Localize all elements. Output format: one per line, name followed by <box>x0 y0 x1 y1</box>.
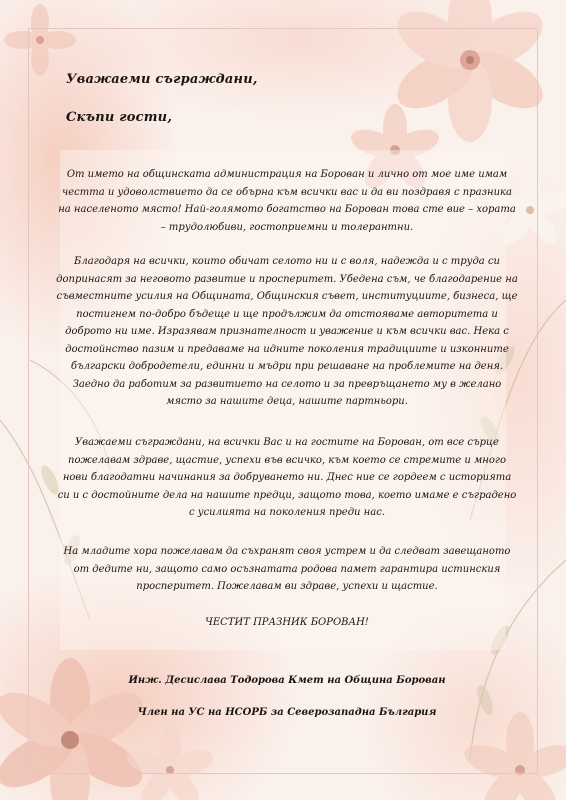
closing-greeting: ЧЕСТИТ ПРАЗНИК БОРОВАН! <box>205 617 369 628</box>
signature-membership: Член на УС на НСОРБ за Северозападна България <box>137 707 437 718</box>
greeting-line-1: Уважаеми съграждани, <box>66 72 258 87</box>
paragraph-1: От името на общинската администрация на Борован и лично от мое име имам честта и удоволствието да се обърна към всички вас и да ви поздравя с празника на населеното място! Най-голямото богатство на Борован това сте вие – хората – трудолюбиви, гостоприемни и толерантни. <box>58 169 516 233</box>
paragraph-2: Благодаря на всички, които обичат селото ни и с воля, надежда и с труда си допринасят за неговото развитие и просперитет. Убедена съм, че благодарение на съвместните усилия на Общината, Общинския съвет, институциите, бизнеса, ще постигнем по-добро бъдеще и ще продължим да отстояваме авторитета и доброто ни име. Изразявам признателност и уважение и към всички вас. Нека с достойнство пазим и предаваме на идните поколения традициите и изконните български добродетели, единни и мъдри при решаване на проблемите на деня. Заедно да работим за развитието на селото и за превръщането му в желано място за нашите деца, нашите партньори. <box>56 256 518 407</box>
greeting-line-2: Скъпи гости, <box>66 110 173 125</box>
paragraph-4: На младите хора пожелавам да съхранят своя устрем и да следват завещаното от дедите ни, защото само осъзнатата родова памет гарантира истинския просперитет. Пожелавам ви здраве, успехи и щастие. <box>63 546 511 592</box>
paragraph-3: Уважаеми съграждани, на всички Вас и на гостите на Борован, от все сърце пожелавам здраве, щастие, успехи във всичко, към което се стремите и много нови благодатни начинания за добруването ни. Днес ние се гордеем с историята си и с достойните дела на нашите предци, защото това, което имаме е съградено с усилията на поколения преди нас. <box>57 437 517 518</box>
signature-name-title: Инж. Десислава Тодорова Кмет на Община Борован <box>128 675 446 686</box>
